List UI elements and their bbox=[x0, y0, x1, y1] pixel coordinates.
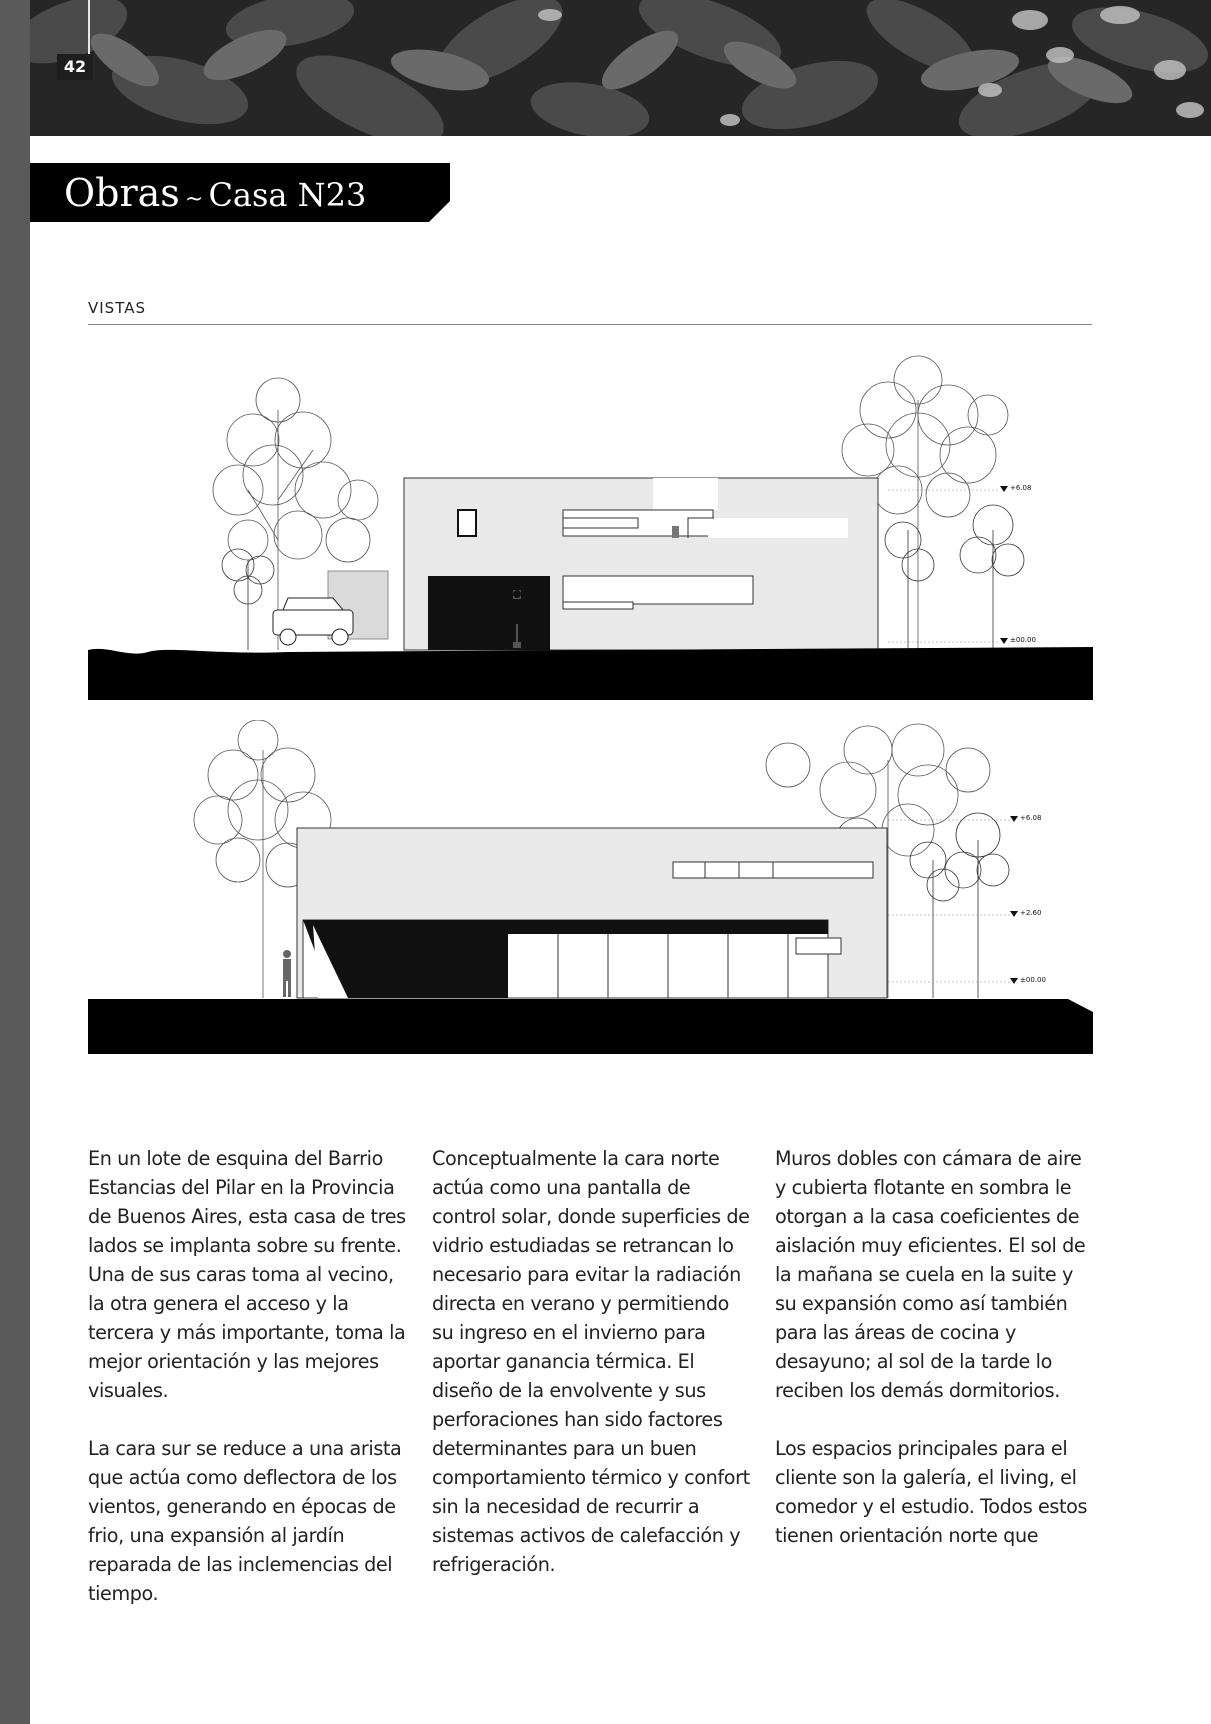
level-mid-label: +2.60 bbox=[1020, 909, 1042, 917]
section-rule bbox=[88, 324, 1092, 325]
person-figure bbox=[283, 950, 291, 997]
left-margin-bar bbox=[0, 0, 30, 1724]
section-label: VISTAS bbox=[88, 299, 146, 317]
text-column-2 bbox=[432, 1144, 750, 1608]
title-subtitle: Casa N23 bbox=[208, 176, 367, 214]
elevation-drawing-top bbox=[88, 340, 1093, 704]
text-column-3 bbox=[775, 1144, 1093, 1579]
paragraph: Conceptualmente la cara norte actúa como una pantalla de control solar, donde superficies de vidrio estudiadas se retrancan lo necesario para evitar la radiación directa en verano y permitiendo su ingreso en el invierno para aportar ganancia térmica. El diseño de la envolvente y sus perforaciones han sido factores determinantes para un buen comportamiento térmico y confort sin la necesidad de recurrir a sistemas activos de calefacción y refrigeración. bbox=[432, 1147, 750, 1576]
level-top-label: +6.08 bbox=[1010, 484, 1032, 492]
page-number-rule bbox=[88, 0, 90, 54]
paragraph: En un lote de esquina del Barrio Estancias del Pilar en la Provincia de Buenos Aires, esta casa de tres lados se implanta sobre su frente. Una de sus caras toma al vecino, la otra genera el acceso y la tercera y más importante, toma la mejor orientación y las mejores visuales. bbox=[88, 1147, 406, 1402]
tree-left-small bbox=[222, 549, 274, 650]
level-top-label: +6.08 bbox=[1020, 814, 1042, 822]
tree-right-small bbox=[885, 505, 1024, 650]
title-separator: ~ bbox=[184, 187, 204, 212]
paragraph: Muros dobles con cámara de aire y cubierta flotante en sombra le otorgan a la casa coeficientes de aislación muy eficientes. El sol de la mañana se cuela en la suite y su expansión como así también para las áreas de cocina y desayuno; al sol de la tarde lo reciben los demás dormitorios. bbox=[775, 1147, 1086, 1402]
text-column-1 bbox=[88, 1144, 406, 1637]
level-ground-label: ±00.00 bbox=[1010, 636, 1036, 644]
tree-right-small bbox=[910, 813, 1009, 998]
paragraph: La cara sur se reduce a una arista que actúa como deflectora de los vientos, generando en épocas de frio, una expansión al jardín reparada de las inclemencias del tiempo. bbox=[88, 1437, 402, 1605]
paragraph: Los espacios principales para el cliente son la galería, el living, el comedor y el estudio. Todos estos tienen orientación norte que bbox=[775, 1437, 1088, 1547]
header-foliage-photo bbox=[30, 0, 1211, 136]
page-title bbox=[64, 164, 366, 222]
page-number: 42 bbox=[57, 54, 93, 80]
title-main: Obras bbox=[64, 171, 180, 215]
elevation-drawing-bottom bbox=[88, 720, 1093, 1054]
level-ground-label: ±00.00 bbox=[1020, 976, 1046, 984]
